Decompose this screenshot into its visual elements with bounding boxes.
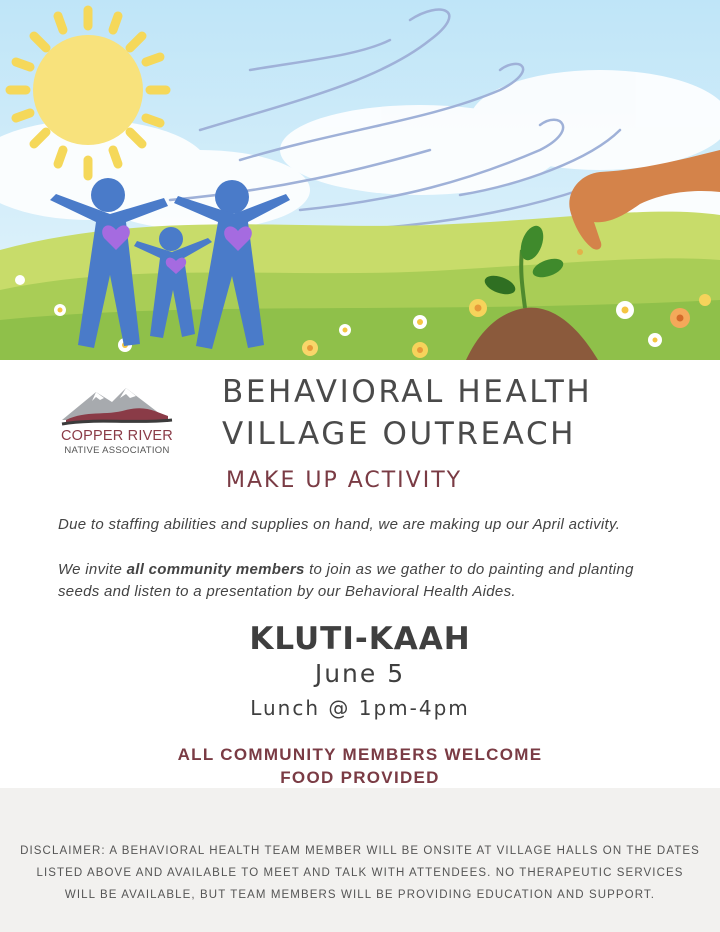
invite-text-before: We invite <box>58 561 127 578</box>
invite-text-after: to join as we gather to do painting and planting seeds and listen to a presentation by our Behavioral Health Aides. <box>58 561 634 600</box>
subtitle: MAKE UP ACTIVITY <box>226 468 463 493</box>
copper-river-logo <box>56 380 178 460</box>
title-line-2: VILLAGE OUTREACH <box>222 416 577 452</box>
event-location: KLUTI-KAAH <box>249 621 471 657</box>
logo-name: COPPER RIVER <box>61 428 173 444</box>
page-title <box>222 371 702 455</box>
disclaimer-text: DISCLAIMER: A BEHAVIORAL HEALTH TEAM MEMBER WILL BE ONSITE AT VILLAGE HALLS ON THE DATES LISTED ABOVE AND AVAILABLE TO MEET AND TALK WITH ATTENDEES. NO THERAPEUTIC SERVICES WILL BE AVAILABLE, BUT TEAM MEMBERS WILL BE PROVIDING EDUCATION AND SUPPORT. <box>20 845 700 901</box>
invite-paragraph <box>58 559 678 603</box>
intro-paragraph: Due to staffing abilities and supplies on hand, we are making up our April activity. <box>58 516 621 533</box>
title-line-1: BEHAVIORAL HEALTH <box>222 374 593 410</box>
event-time: Lunch @ 1pm-4pm <box>250 696 470 720</box>
event-date: June 5 <box>314 659 406 688</box>
mountain-logo-icon <box>56 380 178 430</box>
welcome-line-1: ALL COMMUNITY MEMBERS WELCOME <box>177 745 543 764</box>
welcome-line-2: FOOD PROVIDED <box>280 768 440 787</box>
hero-illustration <box>0 0 720 360</box>
invite-text-bold: all community members <box>126 561 305 578</box>
welcome-block <box>0 743 720 789</box>
logo-subname: NATIVE ASSOCIATION <box>64 445 170 456</box>
footer <box>0 788 720 932</box>
